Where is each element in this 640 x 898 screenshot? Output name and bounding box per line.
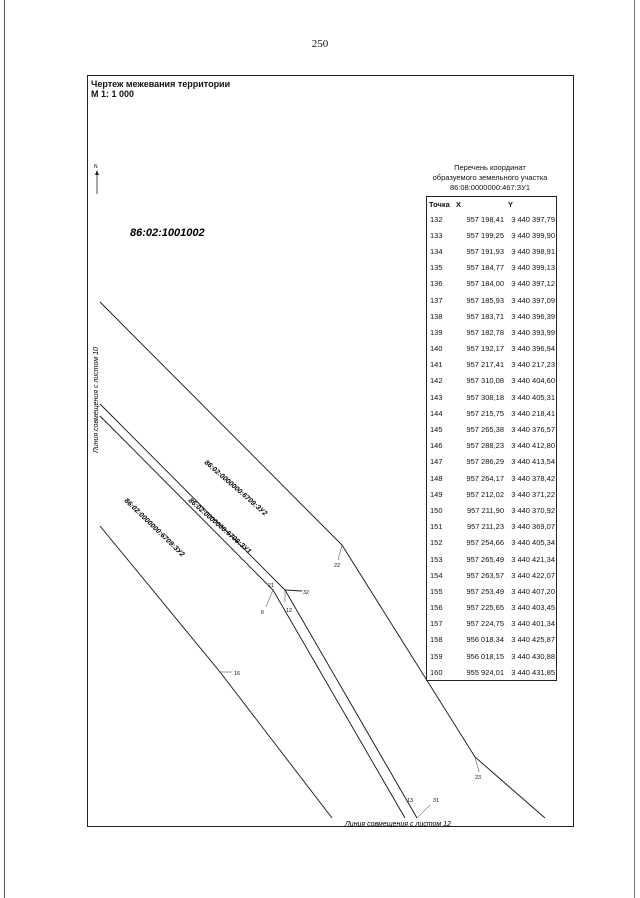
point-cell: 143 [430,392,443,402]
y-cell: 3 440 412,80 [511,441,555,451]
x-cell: 957 264,17 [466,473,504,483]
north-arrow-label: N [94,164,98,170]
y-cell: 3 440 422,07 [511,570,555,580]
y-cell: 3 440 396,94 [511,344,555,354]
y-cell: 3 440 397,09 [511,295,555,305]
point-cell: 140 [430,344,443,354]
y-cell: 3 440 393,99 [511,327,555,337]
x-cell: 957 308,18 [466,392,504,402]
y-cell: 3 440 405,31 [511,392,555,402]
x-cell: 957 212,02 [466,489,504,499]
x-cell: 956 018,34 [466,635,504,645]
point-cell: 138 [430,311,443,321]
x-cell: 957 288,23 [466,441,504,451]
x-cell: 957 225,65 [466,603,504,613]
x-cell: 957 224,75 [466,619,504,629]
point-label-6: 6 [261,610,265,616]
y-cell: 3 440 401,34 [511,619,555,629]
table-row [427,648,557,664]
point-label-23: 23 [475,775,482,781]
table-row [427,519,557,535]
drawing-scale: М 1: 1 000 [91,89,135,99]
point-cell: 139 [430,327,443,337]
drawing-title: Чертеж межевания территории [91,79,231,89]
y-cell: 3 440 425,87 [511,635,555,645]
y-cell: 3 440 369,07 [511,522,555,532]
y-cell: 3 440 396,39 [511,311,555,321]
combine-line-sheet-12: Линия совмещения с листом 12 [345,821,451,828]
point-cell: 150 [430,505,443,515]
x-cell: 957 211,90 [467,505,504,515]
north-arrow-icon [94,164,99,194]
y-cell: 3 440 399,90 [511,230,555,240]
y-cell: 3 440 398,91 [511,246,555,256]
x-cell: 957 263,57 [466,570,504,580]
point-label-13: 13 [407,798,414,804]
point-cell: 149 [430,489,443,499]
parcel-label-zu1: 86:02:0000000:6709:ЗУ1 [186,497,253,556]
y-cell: 3 440 397,12 [511,279,555,289]
table-row [427,535,557,551]
x-cell: 957 286,29 [466,457,504,467]
table-row [427,632,557,648]
point-cell: 157 [430,619,443,629]
combine-line-sheet-10: Линия совмещения с листом 10 [93,347,100,453]
point-label-22: 22 [334,563,341,569]
point-cell: 152 [430,538,443,548]
y-cell: 3 440 413,54 [511,457,555,467]
table-row [427,600,557,616]
y-cell: 3 440 403,45 [511,603,555,613]
coords-heading-line3: 86:08:0000000:467:ЗУ1 [449,183,531,192]
point-cell: 145 [430,425,443,435]
table-row [427,664,557,681]
point-cell: 156 [430,603,443,613]
table-row [427,308,557,324]
point-cell: 144 [430,408,443,418]
table-row [427,211,557,227]
x-cell: 957 183,71 [466,311,504,321]
coords-header-y: Y [508,199,514,209]
coords-header-x: X [456,199,462,209]
y-cell: 3 440 397,79 [511,214,555,224]
coords-heading-line2: образуемого земельного участка [432,173,548,182]
coords-heading [405,163,575,193]
point-cell: 159 [430,651,443,661]
table-row [427,373,557,389]
point-cell: 151 [430,522,443,532]
x-cell: 957 199,25 [466,230,504,240]
y-cell: 3 440 421,34 [511,554,555,564]
point-cell: 153 [430,554,443,564]
y-cell: 3 440 378,42 [511,473,555,483]
x-cell: 957 184,00 [466,279,504,289]
x-cell: 957 184,77 [466,263,504,273]
point-cell: 136 [430,279,443,289]
point-cell: 135 [430,263,443,273]
x-cell: 957 211,23 [467,522,504,532]
table-row [427,292,557,308]
table-row [427,324,557,340]
y-cell: 3 440 431,85 [511,667,555,677]
parcel-label-zu2-upper: 86:02:0000000:6709:ЗУ2 [202,459,269,518]
point-cell: 141 [430,360,443,370]
parcel-main-label: 86:02:1001002 [130,227,205,239]
point-cell: 133 [430,230,443,240]
coords-table [426,196,557,681]
point-cell: 160 [430,667,443,677]
x-cell: 957 265,49 [466,554,504,564]
point-cell: 154 [430,570,443,580]
y-cell: 3 440 218,41 [511,408,555,418]
x-cell: 957 217,41 [466,360,504,370]
table-row [427,389,557,405]
table-row [427,583,557,599]
coords-header-row [427,197,557,212]
y-cell: 3 440 399,13 [511,263,555,273]
boundary-lower [100,526,332,818]
page-number: 250 [311,38,329,50]
x-cell: 957 191,93 [466,246,504,256]
table-row [427,260,557,276]
point-label-12: 12 [286,608,293,614]
point-cell: 142 [430,376,443,386]
x-cell: 956 018,15 [466,651,504,661]
point-label-32: 32 [303,590,310,596]
coords-header-point: Точка [429,199,450,209]
table-row [427,454,557,470]
point-label-16: 16 [234,671,241,677]
x-cell: 957 215,75 [466,408,504,418]
y-cell: 3 440 217,23 [511,360,555,370]
table-row [427,227,557,243]
table-row [427,405,557,421]
y-cell: 3 440 370,92 [511,505,555,515]
y-cell: 3 440 430,88 [511,651,555,661]
y-cell: 3 440 376,57 [511,425,555,435]
table-row [427,502,557,518]
boundary-road-right [100,416,405,818]
point-cell: 134 [430,246,443,256]
y-cell: 3 440 405,34 [511,538,555,548]
table-row [427,551,557,567]
table-row [427,341,557,357]
x-cell: 957 254,66 [466,538,504,548]
point-label-31: 31 [433,798,440,804]
y-cell: 3 440 371,22 [511,489,555,499]
parcel-label-zu2-lower: 86:02:0000000:6709:ЗУ2 [122,497,186,559]
x-cell: 957 192,17 [466,344,504,354]
x-cell: 957 182,78 [466,327,504,337]
table-row [427,357,557,373]
x-cell: 955 924,01 [466,667,504,677]
table-row [427,243,557,259]
coords-heading-line1: Перечень координат [454,163,526,172]
point-label-21: 21 [268,583,275,589]
y-cell: 3 440 404,60 [511,376,555,386]
point-cell: 137 [430,295,443,305]
table-row [427,486,557,502]
x-cell: 957 265,38 [466,425,504,435]
point-cell: 155 [430,586,443,596]
point-cell: 132 [430,214,443,224]
point-cell: 147 [430,457,443,467]
table-row [427,616,557,632]
table-row [427,276,557,292]
x-cell: 957 253,49 [466,586,504,596]
y-cell: 3 440 407,20 [511,586,555,596]
table-row [427,438,557,454]
point-cell: 158 [430,635,443,645]
x-cell: 957 198,41 [466,214,504,224]
table-row [427,421,557,437]
x-cell: 957 185,93 [466,295,504,305]
point-cell: 148 [430,473,443,483]
point-cell: 146 [430,441,443,451]
table-row [427,567,557,583]
table-row [427,470,557,486]
x-cell: 957 310,08 [466,376,504,386]
